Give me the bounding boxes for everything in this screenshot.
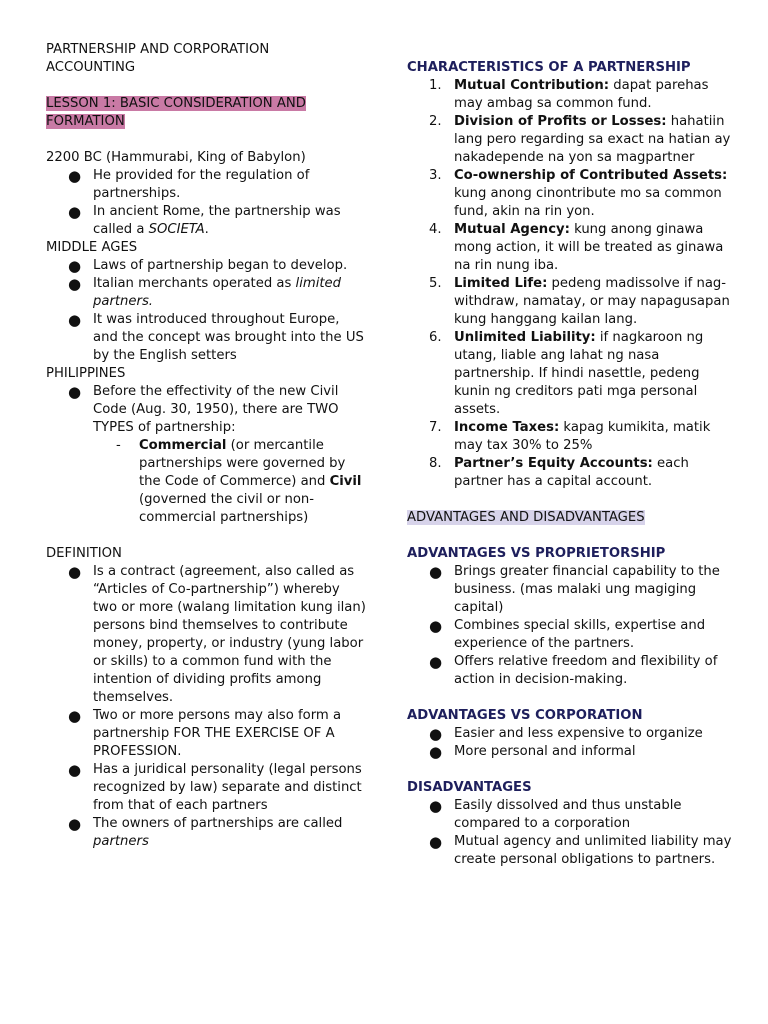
disadvantages-list (407, 797, 732, 869)
partnership-types-list (93, 437, 366, 527)
list-item: ● Has a juridical personality (legal persons recognized by law) separate and distinct from that of each partners (46, 761, 366, 815)
characteristics-heading: CHARACTERISTICS OF A PARTNERSHIP (407, 60, 691, 75)
definition-list (46, 563, 366, 851)
philippines-list (46, 383, 366, 437)
advantages-vs-proprietorship-list (407, 563, 732, 689)
disadvantages-heading: DISADVANTAGES (407, 780, 532, 795)
list-item: ● Brings greater financial capability to the business. (mas malaki ung magiging capital) (407, 563, 732, 617)
list-item: ● Combines special skills, expertise and experience of the partners. (407, 617, 732, 653)
list-item: ● Before the effectivity of the new Civil Code (Aug. 30, 1950), there are TWO TYPES of partnership: (46, 383, 366, 437)
philippines-heading: PHILIPPINES (46, 366, 126, 381)
list-item: 3. Co-ownership of Contributed Assets: kung anong cinontribute mo sa common fund, akin na rin yon. (429, 168, 728, 219)
list-item: ● More personal and informal (407, 743, 732, 761)
list-item: 8. Partner’s Equity Accounts: each partner has a capital account. (429, 456, 689, 489)
left-column (46, 41, 366, 851)
list-item: ● He provided for the regulation of partnerships. (46, 167, 366, 203)
middle-ages-heading: MIDDLE AGES (46, 240, 138, 255)
characteristics-list (407, 77, 732, 491)
list-item: ● Laws of partnership began to develop. (46, 257, 366, 275)
list-item: 1. Mutual Contribution: dapat parehas may ambag sa common fund. (429, 78, 709, 111)
list-item: 7. Income Taxes: kapag kumikita, matik may tax 30% to 25% (429, 420, 711, 453)
list-item: 2. Division of Profits or Losses: hahatiin lang pero regarding sa exact na hatian ay nakadepende na yon sa magpartner (429, 114, 731, 165)
list-item: 5. Limited Life: pedeng madissolve if nag-withdraw, namatay, or may napagusapan kung hanggang kailan lang. (429, 276, 730, 327)
list-item: ● The owners of partnerships are called partners (46, 815, 366, 851)
advantages-vs-corporation-heading: ADVANTAGES VS CORPORATION (407, 708, 643, 723)
list-item: ● In ancient Rome, the partnership was called a SOCIETA. (46, 203, 366, 239)
babylon-list (46, 167, 366, 239)
document-title: PARTNERSHIP AND CORPORATION ACCOUNTING (46, 42, 270, 75)
list-item: 4. Mutual Agency: kung anong ginawa mong action, it will be treated as ginawa na rin nung iba. (429, 222, 724, 273)
advantages-vs-proprietorship-heading: ADVANTAGES VS PROPRIETORSHIP (407, 546, 666, 561)
list-item: - Commercial (or mercantile partnerships were governed by the Code of Commerce) and Civil (governed the civil or non-commercial partnerships) (93, 437, 366, 527)
definition-heading: DEFINITION (46, 546, 122, 561)
list-item: ● Mutual agency and unlimited liability may create personal obligations to partners. (407, 833, 732, 869)
babylon-heading: 2200 BC (Hammurabi, King of Babylon) (46, 150, 306, 165)
list-item: ● Is a contract (agreement, also called as “Articles of Co-partnership”) whereby two or more (walang limitation kung ilan) persons bind themselves to contribute money, property, or industry (yung labor or skills) to a common fund with the intention of dividing profits among themselves. (46, 563, 366, 707)
advantages-disadvantages-heading: ADVANTAGES AND DISADVANTAGES (407, 510, 645, 525)
advantages-vs-corporation-list (407, 725, 732, 761)
list-item: ● Italian merchants operated as limited partners. (46, 275, 366, 311)
list-item: ● Two or more persons may also form a partnership FOR THE EXERCISE OF A PROFESSION. (46, 707, 366, 761)
list-item: 6. Unlimited Liability: if nagkaroon ng utang, liable ang lahat ng nasa partnership. If hindi nasettle, pedeng kunin ng creditors pati mga personal assets. (429, 330, 704, 417)
list-item: ● Offers relative freedom and flexibility of action in decision-making. (407, 653, 732, 689)
lesson-heading: LESSON 1: BASIC CONSIDERATION AND FORMATION (46, 96, 306, 129)
list-item: ● Easily dissolved and thus unstable compared to a corporation (407, 797, 732, 833)
list-item: ● Easier and less expensive to organize (407, 725, 732, 743)
right-column (407, 41, 732, 869)
middle-ages-list (46, 257, 366, 365)
list-item: ● It was introduced throughout Europe, and the concept was brought into the US by the English setters (46, 311, 366, 365)
